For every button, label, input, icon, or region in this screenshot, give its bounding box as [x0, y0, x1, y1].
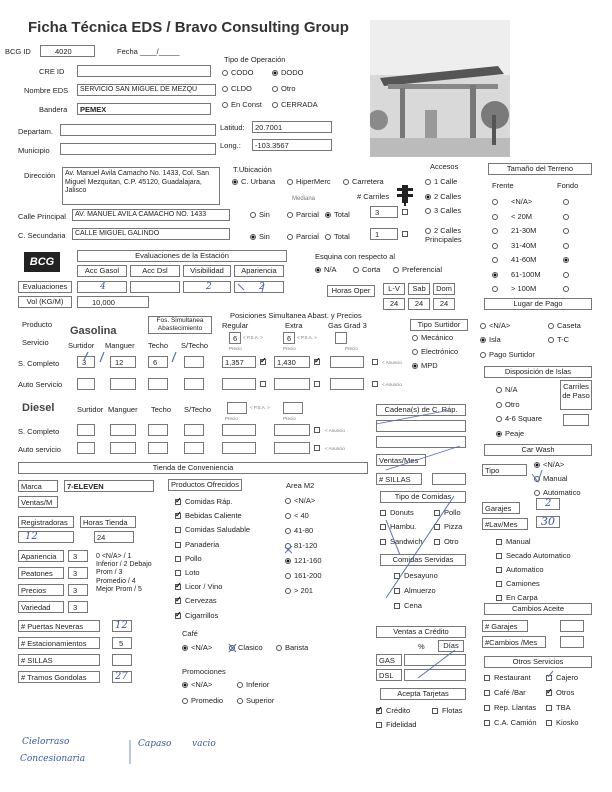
terreno-option-label: > 100M — [511, 284, 537, 293]
sandwich-label: Sandwich — [390, 537, 423, 546]
cw-tipo-text: Tipo — [485, 466, 500, 475]
diesel-auto-servicio-label: Auto servicio — [18, 445, 61, 454]
mediana-label: Mediana — [292, 196, 316, 202]
fecha-label: Fecha ____/_____ — [117, 47, 180, 56]
ext-pos-value: 6 — [287, 334, 292, 343]
surtidor-label: Surtidor — [68, 341, 95, 350]
g3-precio-label: Precio — [345, 346, 358, 351]
cw-garajes-text: Garajes — [485, 504, 512, 513]
esquina-corta-label: Corta — [362, 265, 381, 274]
diesel-anuncio-as: < Anuncio — [325, 446, 345, 451]
cw-carpa-label: En Carpa — [506, 593, 538, 602]
evaluaciones-label: Evaluaciones — [18, 281, 72, 293]
techo-sc-value: 6 — [153, 358, 158, 367]
cafe-label: Café — [182, 629, 198, 638]
servicio-label: Servicio — [22, 338, 49, 347]
carriles-value: 3 — [375, 208, 380, 217]
area-option-label: 81-120 — [294, 541, 318, 550]
cafe-barista-label: Barista — [285, 643, 309, 652]
calle-secundaria-label: C. Secundaria — [18, 231, 66, 240]
apariencia-value: 2 — [259, 282, 265, 292]
pago-caseta-label: Caseta — [557, 321, 581, 330]
mediana-total-label: Total — [334, 210, 350, 219]
dom-field[interactable]: 24 — [433, 298, 455, 310]
acc-gasol-header: Acc Gasol — [77, 265, 127, 277]
pago-isla-label: Isla — [489, 335, 501, 344]
producto-label: Bebidas Caliente — [185, 511, 242, 521]
producto-label: Licor / Vino — [185, 582, 223, 592]
esquina-preferencial-label: Preferencial — [402, 265, 443, 274]
codo-label: CODO — [231, 68, 254, 77]
cafe-na-label: <N/A> — [191, 643, 213, 652]
dodo-label: DODO — [281, 68, 304, 77]
terreno-option-label: 41-60M — [511, 255, 537, 264]
sab-field[interactable]: 24 — [408, 298, 430, 310]
latitud-value: 20.7001 — [255, 123, 283, 132]
sec-parcial-label: Parcial — [296, 232, 319, 241]
ext-psa: < P.S.A. > — [297, 335, 317, 340]
pct-label: % — [418, 642, 425, 651]
gasolina-title: Gasolina — [70, 325, 117, 337]
cw-secado-label: Secado Automatico — [506, 551, 571, 560]
productos-header: Productos Ofrecidos — [168, 479, 242, 491]
bcg-id-label: BCG ID — [5, 47, 31, 56]
producto-label: Producto — [22, 320, 53, 329]
carriles-paso-header: Carriles de Paso — [560, 380, 592, 410]
tramos-value: 27 — [115, 671, 128, 682]
vol-label: Vol (KG/M) — [18, 296, 72, 308]
cadena-header: Cadena(s) de C. Ráp. — [376, 404, 466, 416]
promo-promedio-label: Promedio — [191, 696, 224, 705]
accesos-title: Accesos — [430, 162, 459, 171]
visibilidad-value: 2 — [206, 282, 212, 292]
disp-na-label: N/A — [505, 385, 518, 394]
surt-sc-value: 3 — [82, 358, 87, 367]
apariencia-t-value: 3 — [73, 552, 78, 561]
aceite-cambios-text: #Cambios /Mes — [485, 638, 538, 647]
disp-sq-label: 4-6 Square — [505, 414, 543, 423]
ventas-text: Ventas/M — [21, 498, 53, 507]
mediana-sin-label: Sin — [259, 210, 270, 219]
kiosko-label: Kiosko — [556, 718, 579, 727]
handwritten-note-1: Cielorraso — [22, 737, 70, 747]
bandera-label: Bandera — [39, 105, 68, 114]
electronico-label: Electrónico — [421, 347, 459, 356]
cafe-clasico-label: Clasico — [238, 643, 263, 652]
esquina-title: Esquina con respecto al — [315, 252, 396, 261]
longitud-label: Long.: — [220, 141, 241, 150]
estacionamientos-value: 5 — [119, 639, 124, 648]
peatones-value: 3 — [73, 569, 78, 578]
latitud-label: Latitud: — [220, 123, 245, 132]
dias-label: Días — [438, 640, 464, 652]
acceso-3calles-label: 3 Calles — [434, 206, 462, 215]
otros-header: Otros Servicios — [484, 656, 592, 668]
aceite-header: Cambios Aceite — [484, 603, 592, 615]
fidelidad-label: Fidelidad — [386, 720, 417, 729]
handwritten-note-2: Concesionaria — [20, 754, 86, 764]
reg-pos-value: 6 — [233, 334, 238, 343]
cajero-label: Cajero — [556, 673, 579, 682]
tarjetas-header: Acepta Tarjetas — [380, 688, 466, 700]
cw-garajes-value: 2 — [545, 498, 552, 509]
extra-label: Extra — [285, 321, 303, 330]
registradoras-text: Registradoras — [21, 518, 68, 527]
terreno-option-label: < 20M — [511, 211, 533, 221]
producto-label: Pollo — [185, 553, 202, 563]
cafebar-label: Café /Bar — [494, 688, 526, 697]
tramos-text: # Tramos Gondolas — [21, 673, 87, 682]
neveras-text: # Puertas Neveras — [21, 622, 84, 631]
mecanico-label: Mecánico — [421, 333, 454, 342]
calle-principal-value: AV. MANUEL AVILA CAMACHO NO. 1433 — [75, 211, 207, 218]
terreno-option-label: 31-40M — [511, 240, 537, 250]
diesel-techo-label: Techo — [151, 405, 172, 414]
pollo-ff-label: Pollo — [444, 508, 461, 517]
vol-value: 10,000 — [92, 298, 115, 307]
apariencia-t-text: Apariencia — [21, 552, 57, 561]
bcg-id-value: 4020 — [55, 47, 72, 56]
area-option-label: < 40 — [294, 511, 309, 520]
diesel-anuncio-sc: < Anuncio — [325, 428, 345, 433]
promo-inferior-label: Inferior — [246, 680, 270, 689]
handwritten-note-4: vacio — [192, 739, 216, 749]
producto-label: Cigarrillos — [185, 610, 219, 620]
flotas-label: Flotas — [442, 706, 463, 715]
aceite-garajes-text: # Garajes — [485, 622, 518, 631]
cw-automatico2-label: Automatico — [506, 565, 544, 574]
carretera-label: Carretera — [352, 177, 384, 186]
marca-value: 7-ELEVEN — [67, 482, 104, 491]
disp-peaje-label: Peaje — [505, 429, 525, 438]
cw-na-label: <N/A> — [543, 460, 565, 469]
calle-secundaria-value: CALLE MIGUEL GALINDO — [75, 230, 160, 237]
acc-dsl-header: Acc Dsl — [130, 265, 180, 277]
terreno-header: Tamaño del Terreno — [488, 163, 592, 175]
desayuno-label: Desayuno — [404, 571, 438, 580]
longitud-value: -103.3567 — [255, 141, 289, 150]
donuts-label: Donuts — [390, 508, 414, 517]
tipo-surtidor-header: Tipo Surtidor — [410, 319, 468, 331]
mpd-label: MPD — [421, 361, 438, 370]
dom-header: Dom — [433, 283, 455, 295]
apariencia-header: Apariencia — [234, 265, 284, 277]
acceso-2principales-label: 2 Calles Principales — [425, 226, 462, 244]
cw-camiones-label: Camiones — [506, 579, 540, 588]
area-title: Area M2 — [286, 481, 315, 490]
cw-lav-text: #Lav/Mes — [485, 520, 518, 529]
s-completo-label: S. Completo — [18, 359, 60, 368]
frente-label: Frente — [492, 181, 514, 190]
cw-manual2-label: Manual — [506, 537, 531, 546]
tipo-comidas-header: Tipo de Comidas — [380, 491, 466, 503]
promo-superior-label: Superior — [246, 696, 275, 705]
techo-label: Techo — [148, 341, 169, 350]
estacionamientos-text: # Estacionamientos — [21, 639, 87, 648]
disp-otro-label: Otro — [505, 400, 520, 409]
departam-label: Departam. — [18, 127, 54, 136]
auto-servicio-label: Auto Servicio — [18, 380, 63, 389]
bandera-value: PEMEX — [80, 105, 107, 114]
variedad-value: 3 — [73, 603, 78, 612]
form-title: Ficha Técnica EDS / Bravo Consulting Group — [28, 19, 349, 36]
neveras-value: 12 — [115, 620, 128, 631]
dsl-text: DSL — [379, 671, 394, 680]
ext-price-value: 1,430 — [277, 358, 296, 367]
producto-label: Comidas Saludable — [185, 525, 251, 535]
pago-na-label: <N/A> — [489, 321, 511, 330]
hamb-label: Hambu. — [390, 522, 417, 531]
precios-text: Precios — [21, 586, 47, 595]
otros-label: Otros — [556, 688, 575, 697]
pizza-label: Pizza — [444, 522, 463, 531]
esquina-na-label: N/A — [324, 265, 337, 274]
acceso-1calle-label: 1 Calle — [434, 177, 458, 186]
horas-tienda-value: 24 — [97, 533, 106, 542]
producto-label: Cervezas — [185, 596, 217, 606]
otro-ff-label: Otro — [444, 537, 459, 546]
carriles-sec-value: 1 — [375, 230, 380, 239]
posiciones-title: Posiciones Simultanea Abast. y Precios — [230, 311, 362, 320]
diesel-precio-label: Precio — [225, 416, 238, 421]
variedad-text: Variedad — [21, 603, 51, 612]
manguer-label: Manguer — [105, 341, 135, 350]
regular-label: Regular — [222, 321, 249, 330]
diesel-psa: < P.S.A. > — [250, 405, 270, 410]
producto-label: Loto — [185, 568, 200, 577]
restaurant-label: Restaurant — [494, 673, 531, 682]
promo-na-label: <N/A> — [191, 680, 213, 689]
cerrada-label: CERRADA — [281, 100, 318, 109]
ventas-credito-header: Ventas a Crédito — [376, 626, 466, 638]
acc-gasol-value: 4 — [100, 282, 106, 292]
urbana-label: C. Urbana — [241, 177, 276, 186]
sab-header: Sab — [408, 283, 430, 295]
rating-scale: 0 <N/A> / 1 Inferior / 2 Debajo Prom / 3 Promedio / 4 Mejor Prom / 5 — [96, 553, 152, 593]
pago-tc-label: T-C — [557, 335, 570, 344]
cre-id-label: CRE ID — [39, 67, 65, 76]
anuncio-sc: < Anuncio — [382, 360, 402, 365]
bcg-logo: BCG — [24, 252, 60, 272]
operacion-title: Tipo de Operación — [224, 55, 286, 64]
diesel-stecho-label: S/Techo — [184, 405, 212, 414]
tba-label: TBA — [556, 703, 571, 712]
tienda-header: Tienda de Conveniencia — [18, 462, 368, 474]
direccion-value: Av. Manuel Avila Camacho No. 1433, Col. San Miguel Mezquitan, C.P. 45120, Guadalajara, Jalisco — [65, 170, 209, 194]
anuncio-as: < Anuncio — [382, 382, 402, 387]
ventas-mes-text: Ventas/Mes — [379, 456, 419, 465]
promociones-label: Promociones — [182, 667, 226, 676]
cw-manual-label: Manual — [543, 474, 568, 483]
area-option-label: 121-160 — [294, 556, 322, 565]
handwritten-note-3: Capaso — [138, 739, 172, 749]
cldo-label: CLDO — [231, 84, 252, 93]
diesel-title: Diesel — [22, 402, 55, 414]
servidas-header: Comidas Servidas — [380, 554, 466, 566]
gas-text: GAS — [379, 656, 395, 665]
horas-label: Horas Oper — [327, 285, 375, 297]
rep-label: Rep. Llantas — [494, 703, 537, 712]
camion-label: C.A. Camión — [494, 718, 537, 727]
diesel-surtidor-label: Surtidor — [77, 405, 104, 414]
terreno-option-label: 21-30M — [511, 226, 537, 235]
diesel-s-completo-label: S. Completo — [18, 427, 60, 436]
cw-lav-value: 30 — [541, 515, 555, 528]
cw-auto-label: Automatico — [543, 488, 581, 497]
lv-field[interactable]: 24 — [383, 298, 405, 310]
stecho-label: S/Techo — [181, 341, 209, 350]
ext-precio-label: Precio — [283, 346, 296, 351]
sec-sin-label: Sin — [259, 232, 270, 241]
en-const-label: En Const — [231, 100, 262, 109]
fos-header: Fos. Simultanea Abastecimiento — [148, 316, 212, 334]
sillas-t-text: # SILLAS — [21, 656, 53, 665]
sillas-ff-text: # SILLAS — [379, 475, 411, 484]
otro-op-label: Otro — [281, 84, 296, 93]
area-option-label: <N/A> — [294, 496, 316, 505]
fondo-label: Fondo — [557, 181, 579, 190]
diesel-manguer-label: Manguer — [108, 405, 138, 414]
acceso-2calles-label: 2 Calles — [434, 192, 462, 201]
cena-label: Cena — [404, 601, 422, 610]
lv-header: L-V — [383, 283, 405, 295]
area-option-label: 161-200 — [294, 571, 322, 580]
carriles-label: # Carriles — [357, 192, 390, 201]
terreno-option-label: <N/A> — [511, 197, 533, 206]
mediana-parcial-label: Parcial — [296, 210, 319, 219]
gas-grad3-label: Gas Grad 3 — [328, 321, 367, 330]
visibilidad-header: Visibilidad — [183, 265, 231, 277]
mang-sc-value: 12 — [115, 358, 124, 367]
direccion-label: Dirección — [24, 171, 56, 180]
reg-price-value: 1,357 — [225, 358, 244, 367]
almuerzo-label: Almuerzo — [404, 586, 436, 595]
diesel-precio2-label: Precio — [283, 416, 296, 421]
nombre-eds-value: SERVICIO SAN MIGUEL DE MEZQU — [80, 86, 198, 93]
area-option-label: 41-80 — [294, 526, 314, 535]
hipermerc-label: HiperMerc — [296, 177, 331, 186]
producto-label: Comidas Ráp. — [185, 497, 233, 506]
credito-label: Crédito — [386, 706, 411, 715]
nombre-eds-label: Nombre EDS — [24, 86, 69, 95]
calle-principal-label: Calle Principal — [18, 212, 66, 221]
municipio-label: Municipio — [18, 146, 50, 155]
reg-psa: < P.S.A. > — [243, 335, 263, 340]
horas-tienda-text: Horas Tienda — [83, 518, 128, 527]
peatones-text: Peatones — [21, 569, 53, 578]
pago-surtidor-label: Pago Surtidor — [489, 350, 535, 359]
terreno-option-label: 61-100M — [511, 269, 541, 279]
area-option-label: > 201 — [294, 586, 313, 595]
reg-precio-label: Precio — [229, 346, 242, 351]
evaluaciones-header: Evaluaciones de la Estación — [77, 250, 287, 262]
car-wash-header: Car Wash — [484, 444, 592, 456]
sec-total-label: Total — [334, 232, 350, 241]
disposicion-header: Disposición de Islas — [484, 366, 592, 378]
registradoras-value: 12 — [25, 531, 38, 542]
precios-value: 3 — [73, 586, 78, 595]
ubicacion-title: T.Ubicación — [233, 165, 272, 174]
marca-text: Marca — [21, 482, 42, 491]
lugar-pago-header: Lugar de Pago — [484, 298, 592, 310]
producto-label: Panaderia — [185, 539, 220, 549]
